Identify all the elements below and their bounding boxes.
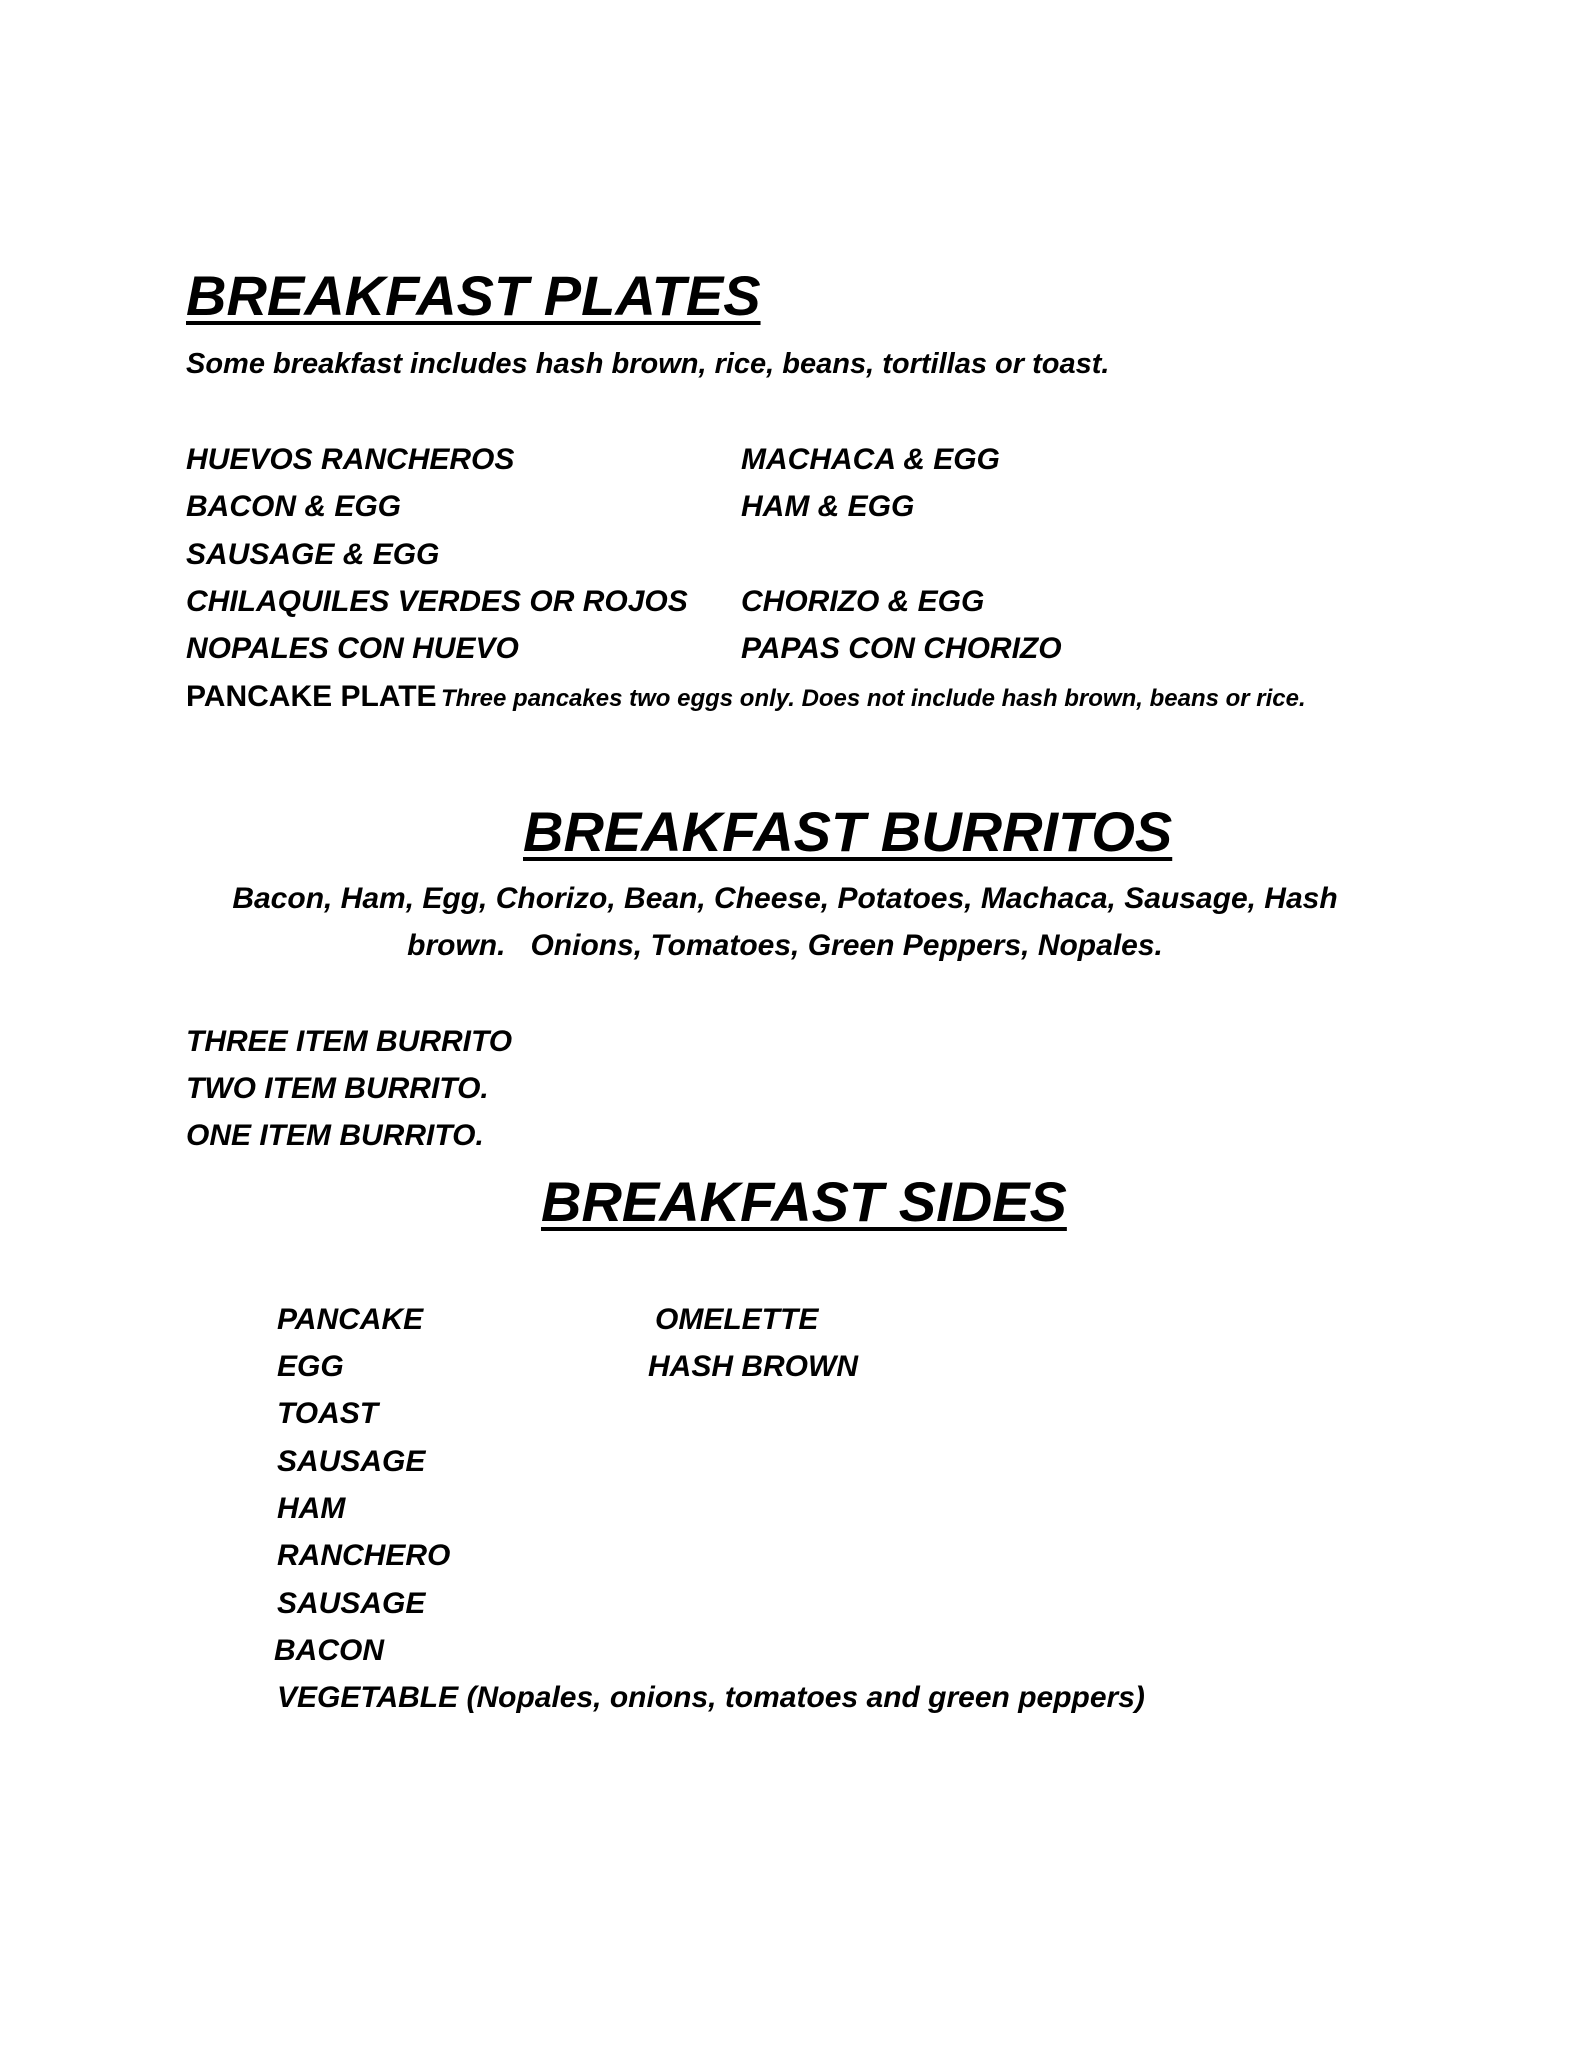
plates-item: HAM & EGG bbox=[741, 490, 915, 523]
plates-item: PAPAS CON CHORIZO bbox=[741, 632, 1062, 665]
sides-item: SAUSAGE bbox=[277, 1587, 426, 1620]
sides-item: RANCHERO bbox=[277, 1539, 451, 1572]
sides-item: BACON bbox=[274, 1634, 384, 1667]
plates-item: BACON & EGG bbox=[186, 490, 402, 523]
plates-item: SAUSAGE & EGG bbox=[186, 538, 440, 571]
sides-item: HASH BROWN bbox=[648, 1350, 858, 1383]
sides-item: OMELETTE bbox=[655, 1303, 819, 1336]
pancake-plate-note: Three pancakes two eggs only. Does not include hash brown, beans or rice. bbox=[441, 685, 1306, 712]
plates-item: HUEVOS RANCHEROS bbox=[186, 443, 515, 476]
sides-item: PANCAKE bbox=[277, 1303, 424, 1336]
sides-item: SAUSAGE bbox=[277, 1445, 426, 1478]
burrito-item: THREE ITEM BURRITO bbox=[186, 1025, 513, 1058]
burritos-title: BREAKFAST BURRITOS bbox=[523, 800, 1173, 863]
plates-item: NOPALES CON HUEVO bbox=[186, 632, 519, 665]
burrito-item: TWO ITEM BURRITO. bbox=[186, 1072, 489, 1105]
plates-item: CHORIZO & EGG bbox=[741, 585, 985, 618]
plates-title: BREAKFAST PLATES bbox=[186, 264, 761, 327]
sides-item: VEGETABLE (Nopales, onions, tomatoes and green peppers) bbox=[277, 1681, 1145, 1714]
plates-item: CHILAQUILES VERDES OR ROJOS bbox=[186, 585, 688, 618]
sides-item: HAM bbox=[277, 1492, 346, 1525]
burrito-item: ONE ITEM BURRITO. bbox=[186, 1119, 484, 1152]
burritos-fillings-line1: Bacon, Ham, Egg, Chorizo, Bean, Cheese, Potatoes, Machaca, Sausage, Hash bbox=[232, 882, 1338, 915]
burritos-fillings-line2: brown. Onions, Tomatoes, Green Peppers, Nopales. bbox=[407, 929, 1163, 962]
pancake-plate-label: PANCAKE PLATE bbox=[186, 680, 437, 713]
sides-title: BREAKFAST SIDES bbox=[541, 1170, 1067, 1233]
sides-item: EGG bbox=[277, 1350, 344, 1383]
plates-item: MACHACA & EGG bbox=[741, 443, 1000, 476]
sides-item: TOAST bbox=[277, 1397, 379, 1430]
plates-subtitle: Some breakfast includes hash brown, rice, beans, tortillas or toast. bbox=[186, 348, 1110, 380]
pancake-plate-line bbox=[186, 682, 1306, 712]
